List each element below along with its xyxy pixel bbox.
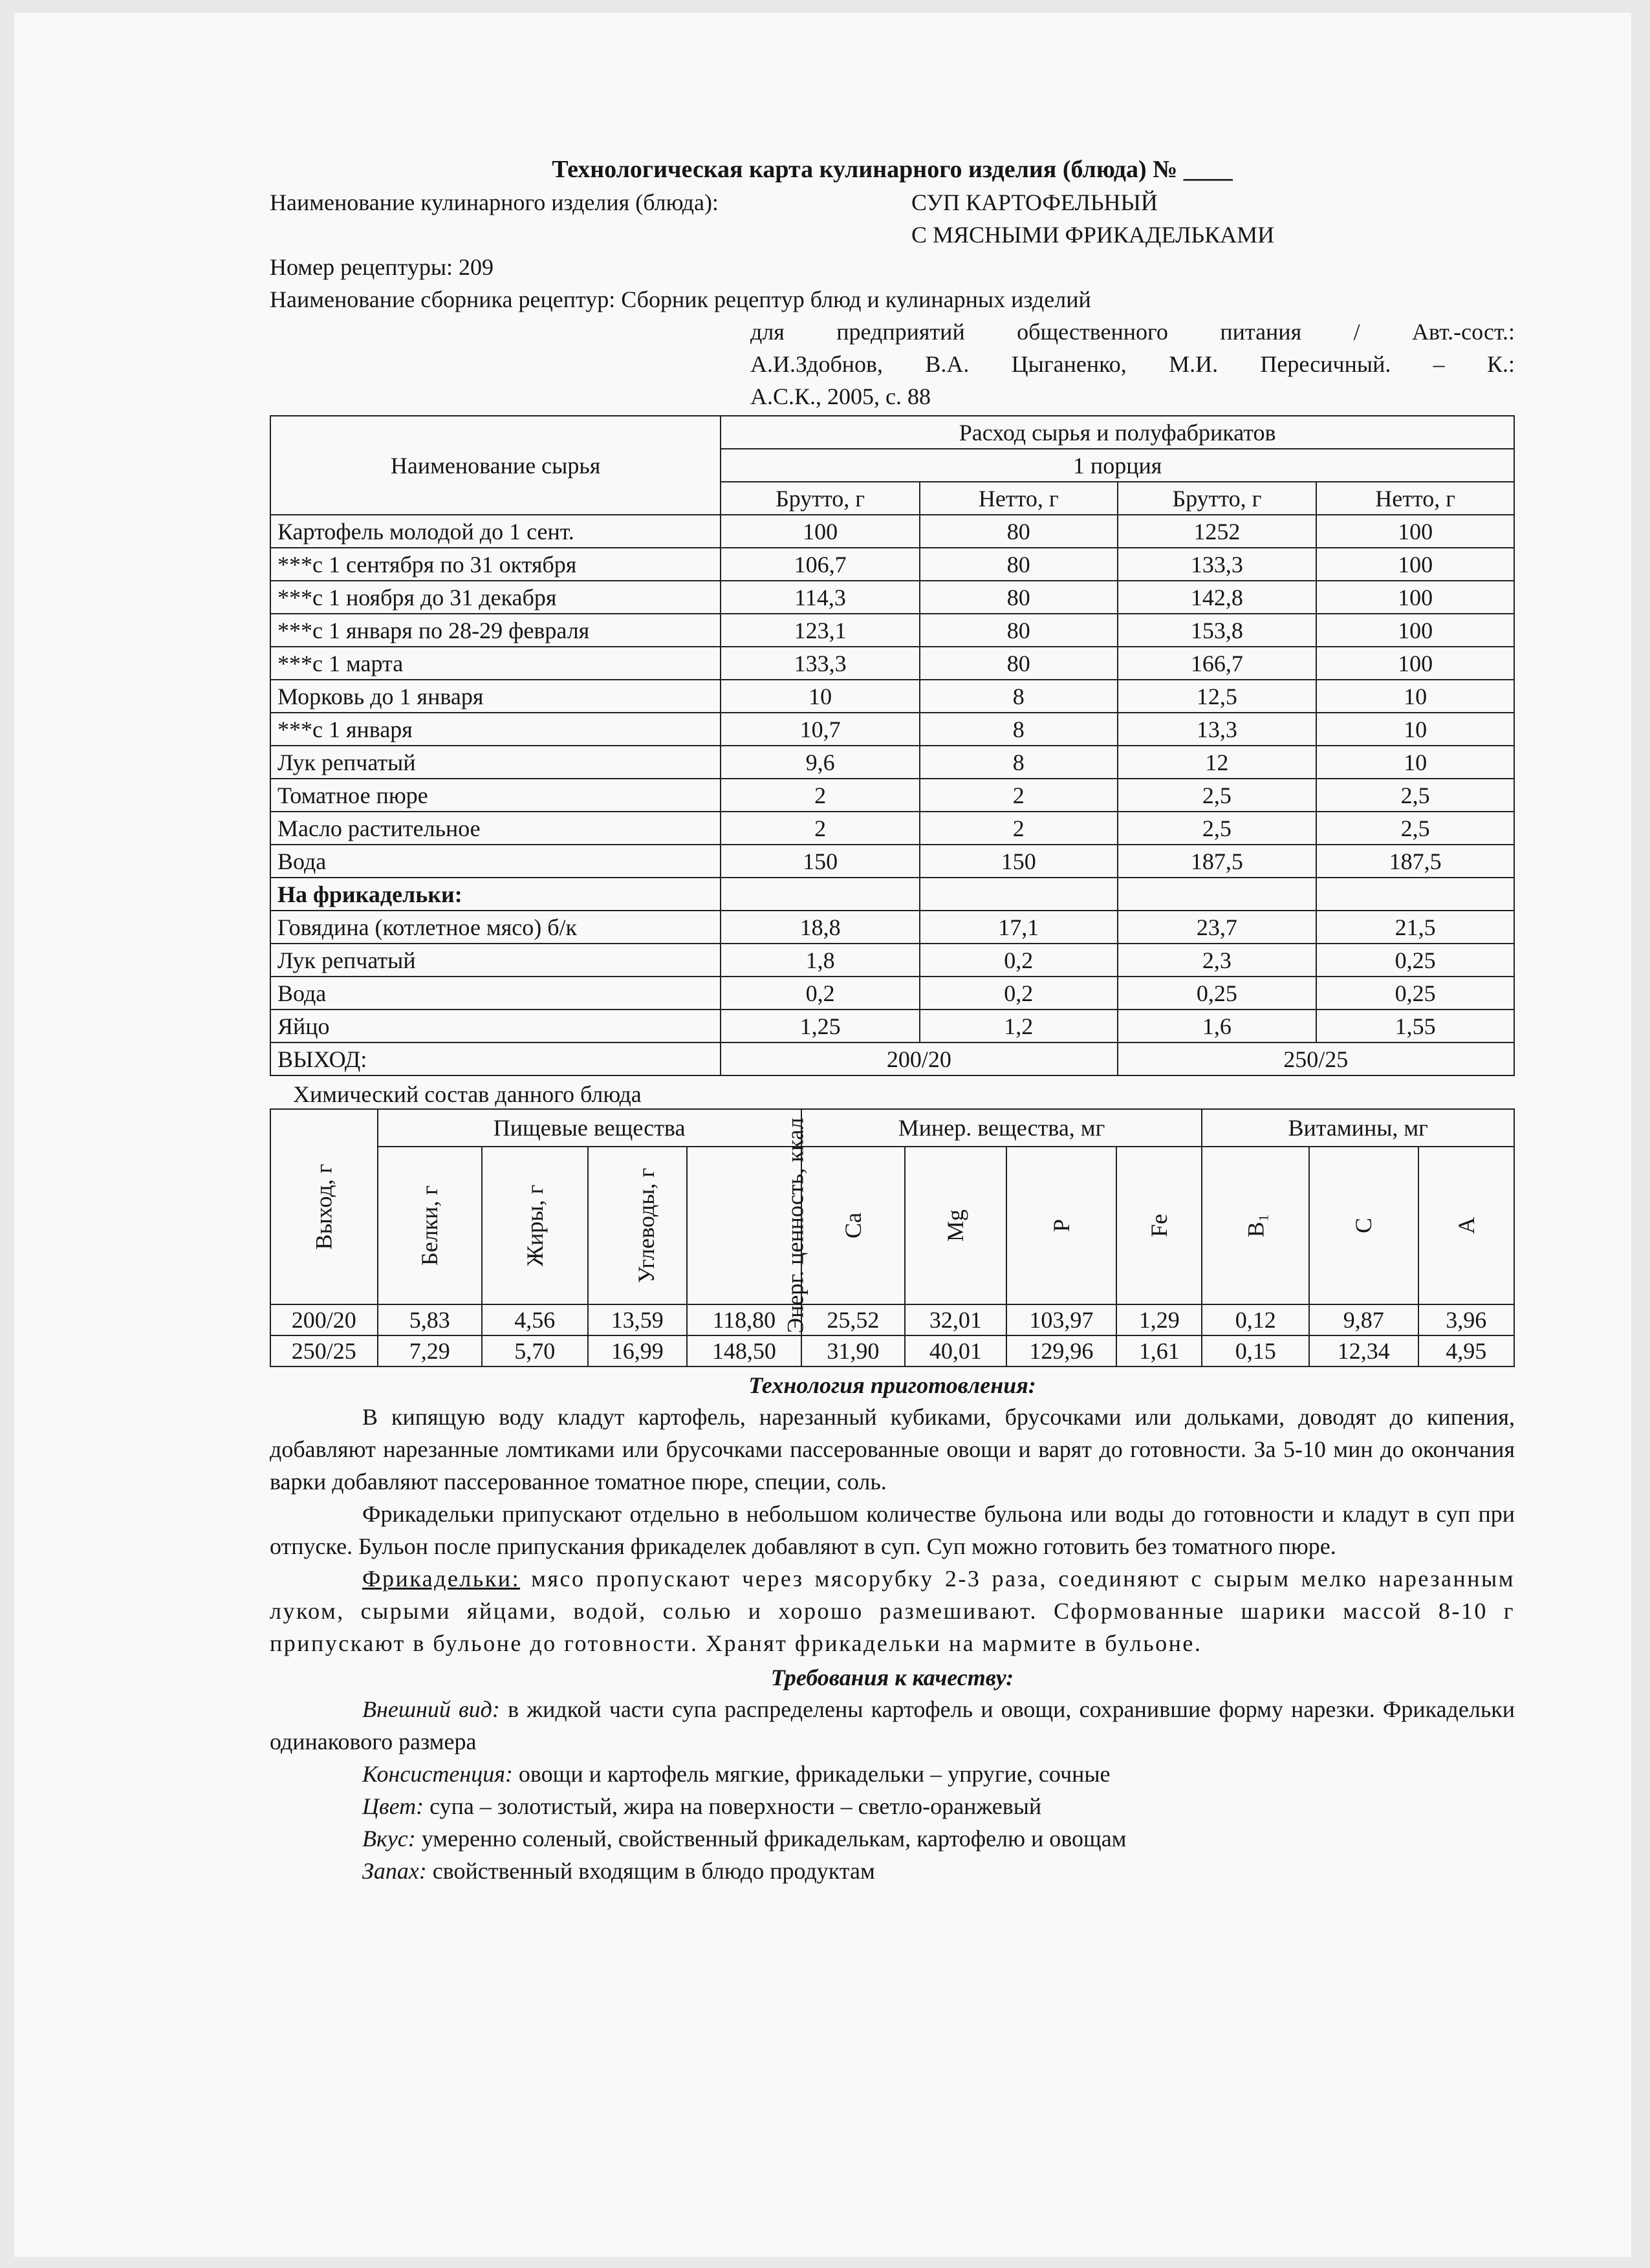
quantity-cell: 1,2 — [920, 1010, 1118, 1042]
yield-row — [270, 1042, 1514, 1075]
quality-item-label: Запах: — [362, 1858, 427, 1884]
dish-name-value-1: СУП КАРТОФЕЛЬНЫЙ — [911, 189, 1158, 215]
quality-item — [270, 1758, 1515, 1790]
collection-line-3: А.И.Здобнов, В.А. Цыганенко, М.И. Пересичный. – К.: — [750, 351, 1515, 377]
chem-value-cell: 0,12 — [1202, 1304, 1309, 1335]
chem-column-header: B₁ — [1202, 1147, 1309, 1304]
recipe-number: Номер рецептуры: 209 — [270, 254, 494, 280]
chem-value-cell: 1,61 — [1116, 1335, 1202, 1366]
header-net-1: Нетто, г — [920, 482, 1118, 515]
chem-value-cell: 3,96 — [1418, 1304, 1514, 1335]
quantity-cell: 133,3 — [721, 647, 920, 680]
quantity-cell: 0,25 — [1316, 944, 1514, 977]
quality-item — [270, 1693, 1515, 1758]
collection-line-1: Сборник рецептур блюд и кулинарных изделий — [621, 286, 1091, 312]
quantity-cell: 80 — [920, 548, 1118, 581]
quality-item-text: овощи и картофель мягкие, фрикадельки – упругие, сочные — [512, 1761, 1111, 1787]
chem-value-cell: 40,01 — [905, 1335, 1006, 1366]
collection-line-2: для предприятий общественного питания / Авт.-сост.: — [750, 319, 1515, 345]
quality-item-text: супа – золотистый, жира на поверхности – светло-оранжевый — [424, 1793, 1042, 1819]
quantity-cell: 100 — [1316, 647, 1514, 680]
quantity-cell: 1,25 — [721, 1010, 920, 1042]
header-nutrients: Пищевые вещества — [378, 1109, 801, 1147]
quantity-cell: 10 — [1316, 680, 1514, 713]
table-row — [270, 680, 1514, 713]
quantity-cell: 2 — [721, 779, 920, 812]
quantity-cell: 2,5 — [1316, 812, 1514, 845]
collection-continued — [750, 316, 1515, 413]
quantity-cell: 9,6 — [721, 746, 920, 779]
header-net-2: Нетто, г — [1316, 482, 1514, 515]
dish-name-label: Наименование кулинарного изделия (блюда): — [270, 189, 719, 215]
ingredient-name: Говядина (котлетное мясо) б/к — [270, 911, 721, 944]
table-row — [270, 1304, 1514, 1335]
quality-item — [270, 1855, 1515, 1887]
quantity-cell: 1,8 — [721, 944, 920, 977]
yield-label: ВЫХОД: — [270, 1042, 721, 1075]
quantity-cell: 133,3 — [1118, 548, 1317, 581]
quantity-cell: 80 — [920, 647, 1118, 680]
header-consumption: Расход сырья и полуфабрикатов — [721, 416, 1514, 449]
quantity-cell: 0,25 — [1118, 977, 1317, 1010]
quantity-cell: 12 — [1118, 746, 1317, 779]
table-row — [270, 713, 1514, 746]
quantity-cell: 8 — [920, 713, 1118, 746]
table-row — [270, 1335, 1514, 1366]
technology-paragraph-2: Фрикадельки припускают отдельно в небольшом количестве бульона или воды до готовности и кладут в суп при отпуске. Бульон после припускания фрикаделек добавляют в суп. Суп можно готовить без томатного пюре. — [270, 1501, 1515, 1559]
chem-column-header: Энерг. ценность, ккал — [687, 1147, 801, 1304]
chem-column-header: Ca — [801, 1147, 905, 1304]
tech-card — [270, 154, 1515, 1887]
chem-value-cell: 129,96 — [1006, 1335, 1117, 1366]
quality-item-label: Цвет: — [362, 1793, 424, 1819]
quality-item-text: свойственный входящим в блюдо продуктам — [426, 1858, 875, 1884]
quantity-cell: 21,5 — [1316, 911, 1514, 944]
chem-column-header: Жиры, г — [482, 1147, 588, 1304]
quality-item-text: в жидкой части супа распределены картофель и овощи, сохранившие форму нарезки. Фрикадельки одинакового размера — [270, 1696, 1515, 1755]
chem-column-header: Белки, г — [378, 1147, 483, 1304]
technology-title: Технология приготовления: — [748, 1372, 1036, 1398]
quantity-cell: 2 — [920, 812, 1118, 845]
quantity-cell: 80 — [920, 614, 1118, 647]
quantity-cell: 10,7 — [721, 713, 920, 746]
table-row — [270, 911, 1514, 944]
quality-item-label: Консистенция: — [362, 1761, 513, 1787]
quantity-cell: 0,2 — [721, 977, 920, 1010]
chem-column-header: C — [1309, 1147, 1418, 1304]
header-gross-1: Брутто, г — [721, 482, 920, 515]
ingredient-name: Лук репчатый — [270, 944, 721, 977]
quantity-cell: 8 — [920, 680, 1118, 713]
quantity-cell: 13,3 — [1118, 713, 1317, 746]
ingredient-name: ***с 1 ноября до 31 декабря — [270, 581, 721, 614]
chem-value-cell: 12,34 — [1309, 1335, 1418, 1366]
quantity-cell: 153,8 — [1118, 614, 1317, 647]
ingredient-name: Морковь до 1 января — [270, 680, 721, 713]
quantity-cell: 80 — [920, 581, 1118, 614]
quantity-cell: 0,2 — [920, 944, 1118, 977]
chem-value-cell: 1,29 — [1116, 1304, 1202, 1335]
chem-column-header: Углеводы, г — [588, 1147, 687, 1304]
header-yield: Выход, г — [270, 1109, 378, 1304]
quantity-cell: 187,5 — [1118, 845, 1317, 878]
quantity-cell: 2,5 — [1118, 812, 1317, 845]
quantity-cell: 1,6 — [1118, 1010, 1317, 1042]
quantity-cell: 10 — [721, 680, 920, 713]
meatball-section-row — [270, 878, 1514, 911]
chem-value-cell: 25,52 — [801, 1304, 905, 1335]
chem-caption: Химический состав данного блюда — [293, 1081, 642, 1107]
quantity-cell: 100 — [721, 515, 920, 548]
quantity-cell: 187,5 — [1316, 845, 1514, 878]
dish-name-row — [270, 186, 1515, 219]
ingredient-name: Вода — [270, 977, 721, 1010]
quantity-cell: 142,8 — [1118, 581, 1317, 614]
ingredient-name: Масло растительное — [270, 812, 721, 845]
quantity-cell: 18,8 — [721, 911, 920, 944]
quantity-cell: 2,5 — [1316, 779, 1514, 812]
ingredient-name: ***с 1 сентября по 31 октября — [270, 548, 721, 581]
collection-line-4: А.С.К., 2005, с. 88 — [750, 383, 931, 409]
chem-column-header: Fe — [1116, 1147, 1202, 1304]
dish-name-row-2 — [270, 219, 1515, 251]
header-portion: 1 порция — [721, 449, 1514, 482]
collection-label: Наименование сборника рецептур: — [270, 286, 616, 312]
chem-yield-cell: 250/25 — [270, 1335, 378, 1366]
quantity-cell: 150 — [721, 845, 920, 878]
quality-item-text: умеренно соленый, свойственный фрикаделькам, картофелю и овощам — [415, 1826, 1127, 1852]
ingredient-name: ***с 1 марта — [270, 647, 721, 680]
quantity-cell: 100 — [1316, 581, 1514, 614]
table-row — [270, 812, 1514, 845]
chemical-composition-table — [270, 1108, 1515, 1367]
yield-value-1: 200/20 — [721, 1042, 1117, 1075]
header-vitamins: Витамины, мг — [1202, 1109, 1514, 1147]
chem-value-cell: 103,97 — [1006, 1304, 1117, 1335]
header-minerals: Минер. вещества, мг — [801, 1109, 1202, 1147]
quality-item — [270, 1790, 1515, 1822]
table-row — [270, 548, 1514, 581]
table-row — [270, 581, 1514, 614]
ingredient-name: ***с 1 января — [270, 713, 721, 746]
quantity-cell: 2,3 — [1118, 944, 1317, 977]
quantity-cell: 100 — [1316, 515, 1514, 548]
quantity-cell: 0,25 — [1316, 977, 1514, 1010]
table-row — [270, 779, 1514, 812]
chem-value-cell: 4,56 — [482, 1304, 588, 1335]
technology-paragraph-3 — [270, 1562, 1515, 1659]
chem-value-cell: 0,15 — [1202, 1335, 1309, 1366]
ingredient-name: Томатное пюре — [270, 779, 721, 812]
quantity-cell: 0,2 — [920, 977, 1118, 1010]
chem-value-cell: 4,95 — [1418, 1335, 1514, 1366]
quantity-cell: 1252 — [1118, 515, 1317, 548]
quantity-cell: 2 — [721, 812, 920, 845]
quantity-cell: 80 — [920, 515, 1118, 548]
table-row — [270, 647, 1514, 680]
yield-value-2: 250/25 — [1118, 1042, 1514, 1075]
quantity-cell: 114,3 — [721, 581, 920, 614]
table-row — [270, 977, 1514, 1010]
table-row — [270, 614, 1514, 647]
quantity-cell: 8 — [920, 746, 1118, 779]
chem-column-header: Mg — [905, 1147, 1006, 1304]
table-row — [270, 944, 1514, 977]
ingredient-name: ***с 1 января по 28-29 февраля — [270, 614, 721, 647]
table-row — [270, 746, 1514, 779]
ingredient-name: Вода — [270, 845, 721, 878]
quality-item-label: Внешний вид: — [362, 1696, 500, 1722]
chem-column-header: A — [1418, 1147, 1514, 1304]
quantity-cell: 100 — [1316, 614, 1514, 647]
quality-list — [270, 1693, 1515, 1887]
quantity-cell: 12,5 — [1118, 680, 1317, 713]
quantity-cell: 100 — [1316, 548, 1514, 581]
technology-paragraph-1: В кипящую воду кладут картофель, нарезанный кубиками, брусочками или дольками, доводят до кипения, добавляют нарезанные ломтиками или брусочками пассерованные овощи и варят до готовности. За 5-10 мин до окончания варки добавляют пассерованное томатное пюре, специи, соль. — [270, 1404, 1515, 1495]
table-row — [270, 515, 1514, 548]
quality-title: Требования к качеству: — [770, 1665, 1014, 1690]
card-title: Технологическая карта кулинарного изделия (блюда) № ____ — [552, 156, 1233, 183]
quantity-cell: 2,5 — [1118, 779, 1317, 812]
header-raw-name: Наименование сырья — [270, 416, 721, 515]
quantity-cell: 1,55 — [1316, 1010, 1514, 1042]
quality-item-label: Вкус: — [362, 1826, 416, 1852]
ingredient-name: Картофель молодой до 1 сент. — [270, 515, 721, 548]
meatball-section-label: На фрикадельки: — [270, 878, 721, 911]
chem-value-cell: 9,87 — [1309, 1304, 1418, 1335]
meatball-text: мясо пропускают через мясорубку 2-3 раза, соединяют с сырым мелко нарезанным луком, сырыми яйцами, водой, солью и хорошо размешивают. Сформованные шарики массой 8-10 г припускают в бульоне до готовности. Хранят фрикадельки на мармите в бульоне. — [270, 1566, 1515, 1656]
quantity-cell: 10 — [1316, 746, 1514, 779]
meatball-label: Фрикадельки: — [362, 1566, 521, 1592]
quantity-cell: 123,1 — [721, 614, 920, 647]
chem-value-cell: 5,70 — [482, 1335, 588, 1366]
chem-value-cell: 5,83 — [378, 1304, 483, 1335]
table-row — [270, 1010, 1514, 1042]
quantity-cell: 10 — [1316, 713, 1514, 746]
dish-name-value-2: С МЯСНЫМИ ФРИКАДЕЛЬКАМИ — [911, 222, 1275, 248]
raw-materials-table — [270, 415, 1515, 1076]
quality-item — [270, 1822, 1515, 1855]
quantity-cell: 23,7 — [1118, 911, 1317, 944]
chem-column-header: P — [1006, 1147, 1117, 1304]
quantity-cell: 2 — [920, 779, 1118, 812]
quantity-cell: 166,7 — [1118, 647, 1317, 680]
quantity-cell: 106,7 — [721, 548, 920, 581]
chem-value-cell: 31,90 — [801, 1335, 905, 1366]
chem-value-cell: 148,50 — [687, 1335, 801, 1366]
collection-row — [270, 283, 1515, 316]
chem-value-cell: 13,59 — [588, 1304, 687, 1335]
ingredient-name: Яйцо — [270, 1010, 721, 1042]
quantity-cell: 17,1 — [920, 911, 1118, 944]
quantity-cell: 150 — [920, 845, 1118, 878]
chem-yield-cell: 200/20 — [270, 1304, 378, 1335]
chem-value-cell: 118,80 — [687, 1304, 801, 1335]
ingredient-name: Лук репчатый — [270, 746, 721, 779]
header-gross-2: Брутто, г — [1118, 482, 1317, 515]
table-row — [270, 845, 1514, 878]
chem-value-cell: 7,29 — [378, 1335, 483, 1366]
chem-value-cell: 16,99 — [588, 1335, 687, 1366]
chem-value-cell: 32,01 — [905, 1304, 1006, 1335]
